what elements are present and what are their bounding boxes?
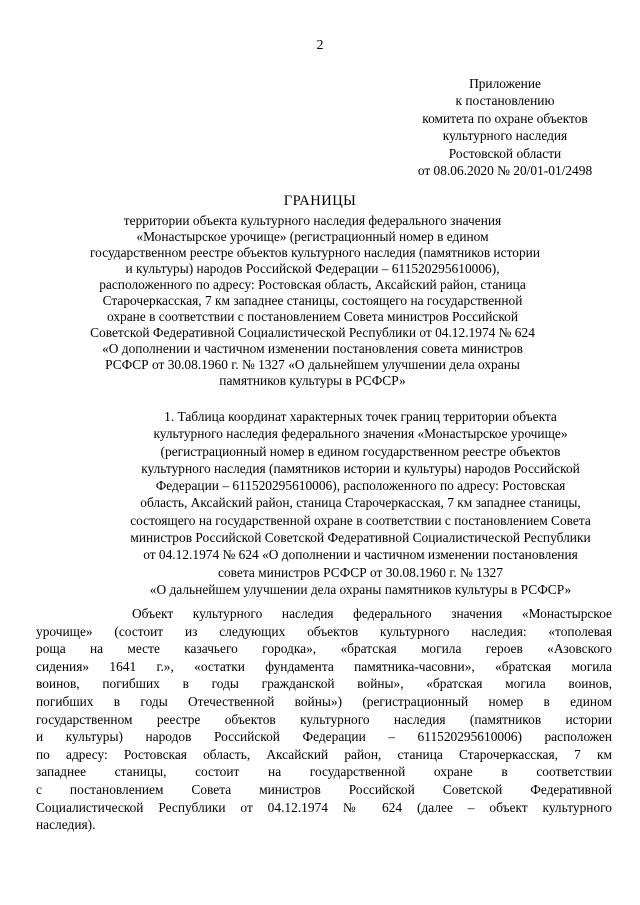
table-title-line: 1. Таблица координат характерных точек границ территории объекта — [164, 409, 557, 424]
body-line: с постановлением Совета министров Российской Советской Федеративной — [36, 781, 612, 797]
table-title-line: (регистрационный номер в едином государственном реестре объектов — [160, 443, 561, 459]
subtitle-line: РСФСР от 30.08.1960 г. № 1327 «О дальнейшем улучшении дела охраны — [105, 357, 520, 372]
appendix-line: комитета по охране объектов — [422, 110, 588, 126]
appendix-line: к постановлению — [455, 93, 555, 109]
body-line: западнее станицы, состоит на государственной охране в соответствии — [36, 764, 612, 780]
table-title-line: состоящего на государственной охране в соответствии с постановлением Совета — [130, 512, 591, 528]
body-line: Социалистической Республики от 04.12.1974 № 624 (далее – объект культурного — [36, 799, 612, 815]
subtitle-line: охране в соответствии с постановлением Совета министров Российской — [106, 309, 519, 324]
table-title-line: совета министров РСФСР от 30.08.1960 г. № 1327 — [218, 564, 503, 580]
body-line: по адресу: Ростовская область, Аксайский район, станица Старочеркасская, 7 км — [36, 746, 612, 762]
appendix-line: Ростовской области — [448, 145, 562, 161]
subtitle-line: памятников культуры в РСФСР» — [219, 373, 406, 388]
table-title-line: культурного наследия (памятников истории и культуры) народов Российской — [141, 460, 580, 476]
body-line: Объект культурного наследия федерального значения «Монастырское — [132, 606, 612, 621]
body-line: государственном реестре объектов культурного наследия (памятников истории — [36, 711, 612, 727]
subtitle-line: территории объекта культурного наследия федерального значения — [123, 213, 502, 228]
body-paragraph — [36, 605, 612, 834]
table-title-line: культурного наследия федерального значения «Монастырское урочище» — [153, 426, 568, 442]
body-line: роща на месте казачьего городка», «братская могила героев «Азовского — [36, 641, 612, 657]
body-line: урочище» (состоит из следующих объектов культурного наследия: «тополевая — [36, 623, 612, 639]
appendix-line: от 08.06.2020 № 20/01-01/2498 — [417, 163, 593, 179]
appendix-line: Приложение — [469, 76, 541, 91]
body-line: и культуры) народов Российской Федерации – 611520295610006) расположен — [36, 729, 612, 745]
subtitle-line: государственном реестре объектов культурного наследия (памятников истории — [90, 245, 541, 260]
subtitle-line: «О дополнении и частичном изменении постановления совета министров — [102, 341, 523, 356]
table-title-line: от 04.12.1974 № 624 «О дополнении и частичном изменении постановления — [143, 547, 578, 563]
subtitle-line: Советской Федеративной Социалистической Республики от 04.12.1974 № 624 — [90, 325, 535, 340]
table-title-line: «О дальнейшем улучшении дела охраны памятников культуры в РСФСР» — [149, 581, 572, 597]
appendix-line: культурного наследия — [442, 128, 568, 144]
subtitle-line: «Монастырское урочище» (регистрационный номер в едином — [136, 229, 489, 244]
table-title-line: область, Аксайский район, станица Старочеркасская, 7 км западнее станицы, — [140, 495, 581, 511]
appendix-block — [380, 75, 630, 179]
document-title: ГРАНИЦЫ — [283, 193, 357, 209]
subtitle-line: Старочеркасская, 7 км западнее станицы, состоящего на государственной — [102, 293, 523, 308]
body-line: наследия). — [36, 817, 96, 833]
body-line: воинов, погибших в годы гражданской войны», «братская могила воинов, — [36, 676, 612, 692]
body-line: погибших в годы Отечественной войны») (регистрационный номер в едином — [36, 693, 612, 709]
table-title — [108, 408, 613, 598]
subtitle-line: и культуры) народов Российской Федерации – 611520295610006), — [125, 261, 500, 276]
subtitle-line: расположенного по адресу: Ростовская область, Аксайский район, станица — [99, 277, 526, 292]
page-number: 2 — [316, 38, 324, 53]
table-title-line: Федерации – 611520295610006), расположенного по адресу: Ростовская — [155, 478, 566, 494]
body-line: сидения» 1641 г.», «остатки фундамента памятника-часовни», «братская могила — [36, 658, 612, 674]
table-title-line: министров Российской Советской Федеративной Социалистической Республики — [130, 530, 591, 546]
document-subtitle — [90, 213, 541, 389]
